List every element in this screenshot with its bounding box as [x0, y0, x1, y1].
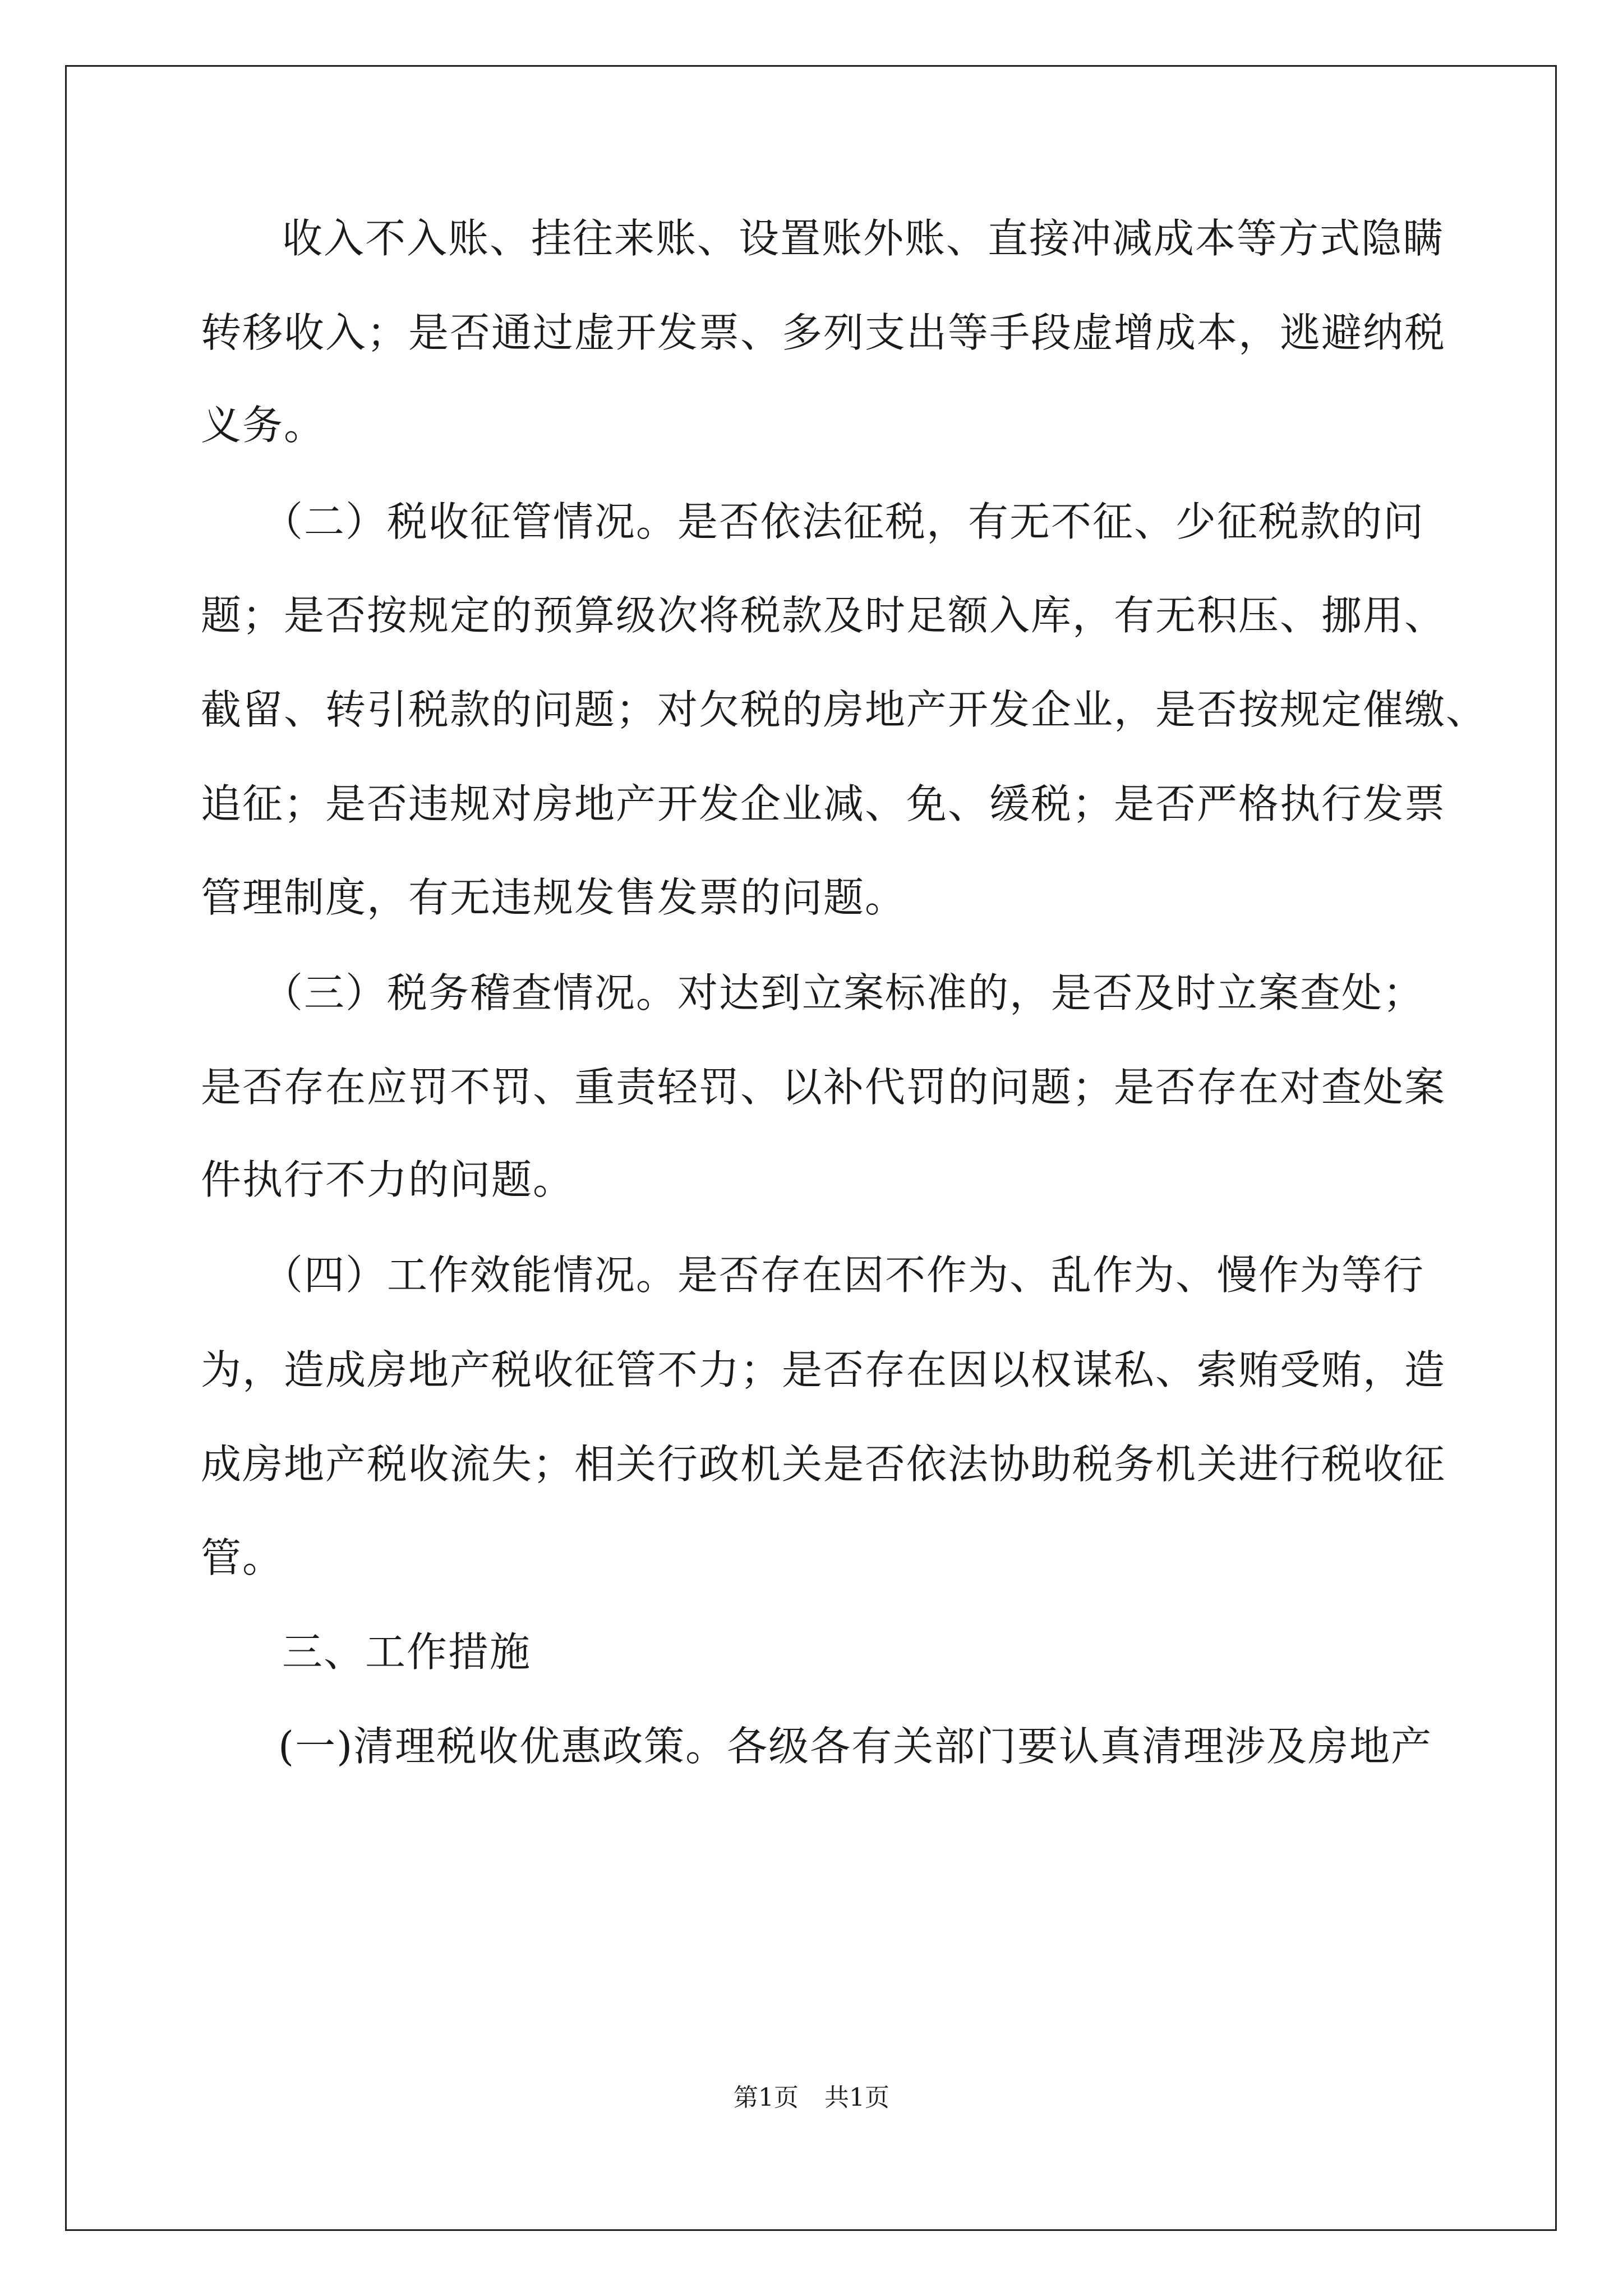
paragraph-line: 管。: [201, 1534, 284, 1581]
paragraph-line: 件执行不力的问题。: [201, 1156, 575, 1203]
section-heading: 三、工作措施: [282, 1628, 532, 1676]
paragraph-line: （二）税收征管情况。是否依法征税，有无不征、少征税款的问: [262, 498, 1425, 545]
page-footer: [0, 2081, 1623, 2115]
paragraph-line: 成房地产税收流失；相关行政机关是否依法协助税务机关进行税收征: [201, 1441, 1446, 1488]
paragraph-line: (一)清理税收优惠政策。各级各有关部门要认真清理涉及房地产: [278, 1723, 1433, 1770]
page-number: 第1页: [734, 2083, 799, 2112]
paragraph-line: 截留、转引税款的问题；对欠税的房地产开发企业，是否按规定催缴、: [201, 686, 1488, 733]
page-border: [65, 65, 1557, 2231]
paragraph-line: 义务。: [201, 402, 326, 449]
paragraph-line: 为，造成房地产税收征管不力；是否存在因以权谋私、索贿受贿，造: [201, 1346, 1446, 1393]
paragraph-line: （三）税务稽查情况。对达到立案标准的，是否及时立案查处；: [262, 969, 1425, 1016]
paragraph-line: 转移收入；是否通过虚开发票、多列支出等手段虚增成本，逃避纳税: [201, 309, 1446, 356]
paragraph-line: 题；是否按规定的预算级次将税款及时足额入库，有无积压、挪用、: [201, 592, 1446, 639]
paragraph-line: 追征；是否违规对房地产开发企业减、免、缓税；是否严格执行发票: [201, 780, 1446, 827]
paragraph-line: （四）工作效能情况。是否存在因不作为、乱作为、慢作为等行: [262, 1251, 1425, 1299]
paragraph-line: 管理制度，有无违规发售发票的问题。: [201, 874, 907, 921]
page-count: 共1页: [824, 2083, 889, 2112]
paragraph-line: 收入不入账、挂往来账、设置账外账、直接冲减成本等方式隐瞒: [282, 215, 1445, 262]
paragraph-line: 是否存在应罚不罚、重责轻罚、以补代罚的问题；是否存在对查处案: [201, 1064, 1446, 1111]
